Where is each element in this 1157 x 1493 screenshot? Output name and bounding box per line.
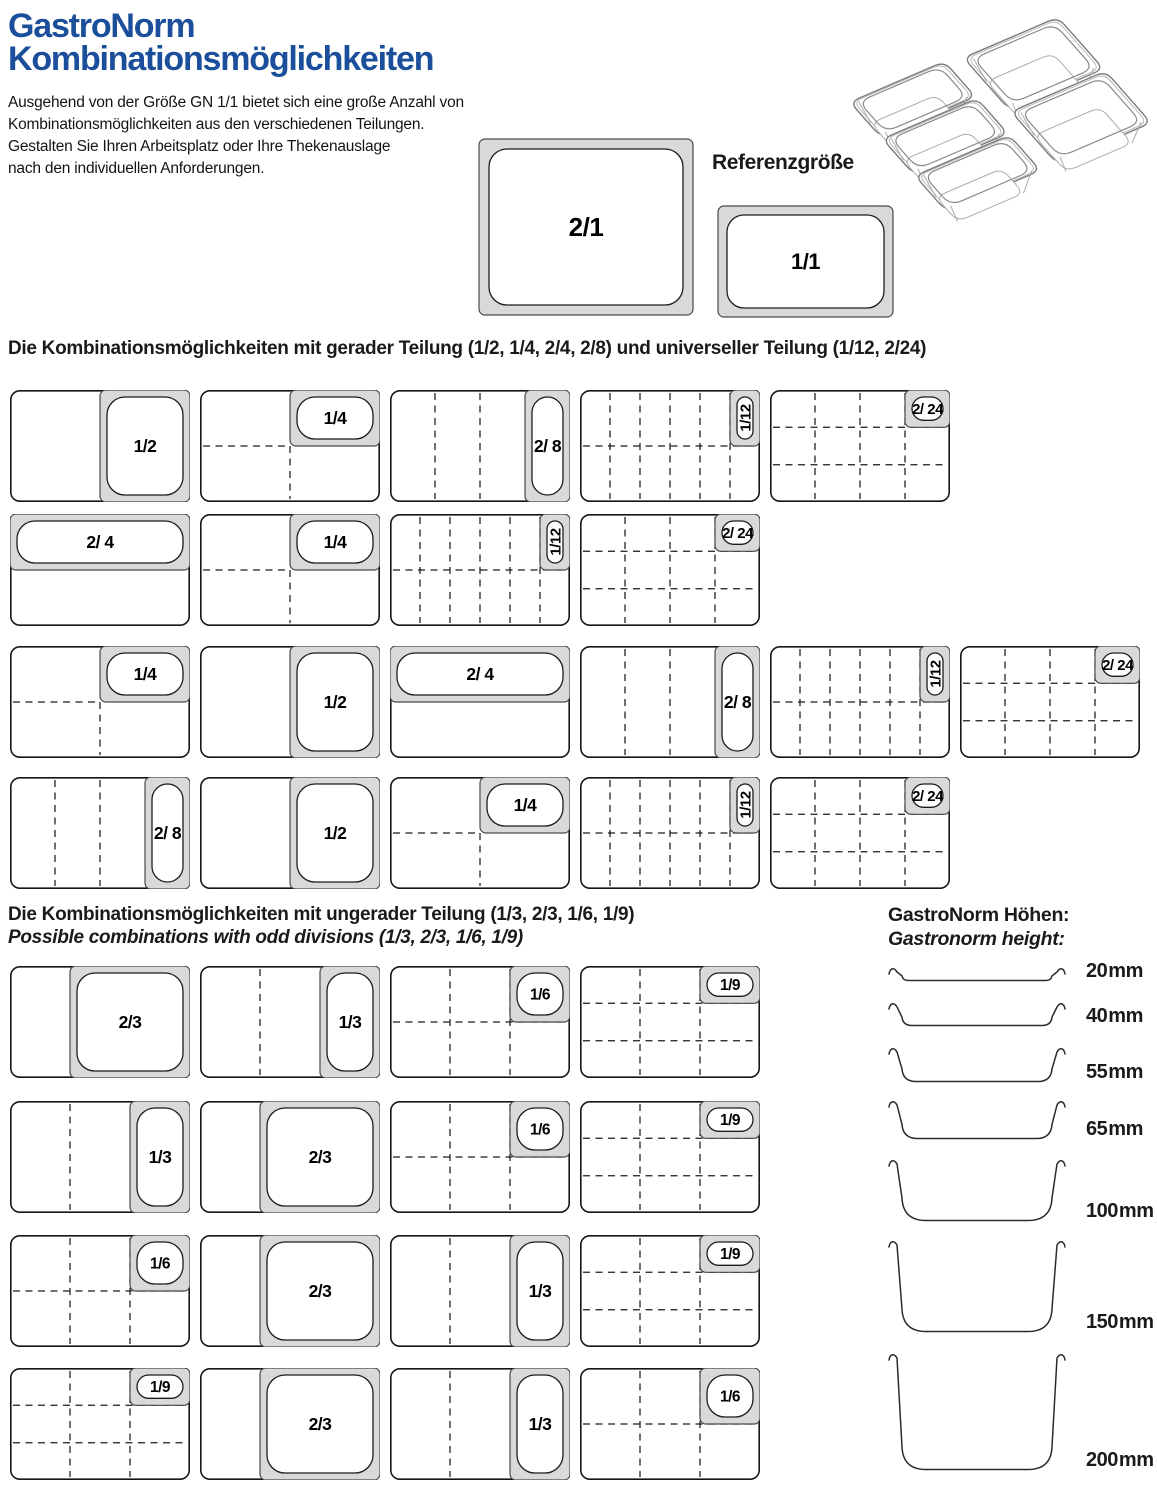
- svg-text:1/3: 1/3: [148, 1147, 172, 1168]
- height-label: 65 mm: [1086, 1118, 1143, 1140]
- combination-panel-1-9: [580, 1235, 760, 1347]
- svg-text:1/3: 1/3: [528, 1281, 552, 1302]
- intro-line: Gestalten Sie Ihren Arbeitsplatz oder Ihre Thekenauslage: [8, 138, 391, 155]
- svg-text:1/2: 1/2: [323, 823, 347, 844]
- combination-panel-1-4: [390, 777, 570, 889]
- svg-text:2/ 8: 2/ 8: [723, 692, 752, 713]
- combination-panel-2-3: [200, 1368, 380, 1480]
- combination-panel-2-3: [200, 1101, 380, 1213]
- combination-panel-1-6: [10, 1235, 190, 1347]
- pan-profile-icon: [888, 1158, 1066, 1230]
- combination-panel-2-4: [390, 646, 570, 758]
- intro-text: [8, 92, 464, 180]
- page-title-line2: Kombinationsmöglichkeiten: [8, 40, 434, 78]
- combination-panel-1-6: [580, 1368, 760, 1480]
- pan-profile-icon: [888, 1352, 1066, 1479]
- svg-text:2/ 4: 2/ 4: [466, 664, 494, 685]
- svg-text:2/3: 2/3: [308, 1147, 332, 1168]
- combination-panel-2-8: [580, 646, 760, 758]
- combination-panel-1-3: [390, 1235, 570, 1347]
- pan-profile-icon: [888, 1001, 1066, 1035]
- combination-panel-1-2: [200, 777, 380, 889]
- combination-panel-1-12: [770, 646, 950, 758]
- combination-panel-1-4: [200, 390, 380, 502]
- svg-text:1/6: 1/6: [149, 1255, 171, 1273]
- svg-text:2/ 24: 2/ 24: [912, 400, 943, 418]
- svg-text:2/3: 2/3: [308, 1414, 332, 1435]
- heights-heading-de: GastroNorm Höhen:: [888, 904, 1070, 926]
- svg-text:1/9: 1/9: [719, 977, 741, 995]
- page-title-line1: GastroNorm: [8, 7, 195, 45]
- combination-panel-1-6: [390, 966, 570, 1078]
- svg-text:1/12: 1/12: [737, 404, 755, 432]
- svg-text:1/12: 1/12: [547, 528, 565, 556]
- pan-profile-icon: [888, 1099, 1066, 1148]
- combination-panel-2-8: [10, 777, 190, 889]
- svg-text:2/3: 2/3: [118, 1012, 142, 1033]
- page-title: [8, 7, 434, 78]
- svg-text:2/ 8: 2/ 8: [533, 436, 562, 457]
- combination-panel-2-8: [390, 390, 570, 502]
- height-label: 55 mm: [1086, 1061, 1143, 1083]
- combination-panel-2-24: [960, 646, 1140, 758]
- intro-line: Kombinationsmöglichkeiten aus den verschiedenen Teilungen.: [8, 116, 425, 133]
- svg-text:1/4: 1/4: [323, 408, 347, 429]
- pan-profile-icon: [888, 966, 1066, 990]
- combination-panel-1-12: [580, 390, 760, 502]
- svg-text:1/2: 1/2: [133, 436, 157, 457]
- combination-panel-1-3: [10, 1101, 190, 1213]
- pan-profile-icon: [888, 1239, 1066, 1341]
- svg-text:1/9: 1/9: [719, 1112, 741, 1130]
- height-label: 40 mm: [1086, 1005, 1143, 1027]
- height-label: 20 mm: [1086, 960, 1143, 982]
- combination-panel-1-3: [390, 1368, 570, 1480]
- svg-text:1/6: 1/6: [719, 1388, 741, 1406]
- combination-panel-2-24: [770, 390, 950, 502]
- combination-panel-1-3: [200, 966, 380, 1078]
- svg-text:2/1: 2/1: [568, 212, 604, 243]
- svg-text:2/ 24: 2/ 24: [912, 787, 943, 805]
- svg-text:1/3: 1/3: [338, 1012, 362, 1033]
- combination-panel-1-2: [200, 646, 380, 758]
- combination-panel-2-4: [10, 514, 190, 626]
- combination-panel-1-4: [10, 646, 190, 758]
- svg-text:1/3: 1/3: [528, 1414, 552, 1435]
- svg-text:1/9: 1/9: [719, 1246, 741, 1264]
- intro-line: nach den individuellen Anforderungen.: [8, 160, 265, 177]
- svg-text:1/4: 1/4: [133, 664, 157, 685]
- combination-panel-1-12: [580, 777, 760, 889]
- combination-panel-1-12: [390, 514, 570, 626]
- combination-panel-1-9: [580, 1101, 760, 1213]
- height-label: 150 mm: [1086, 1311, 1154, 1333]
- svg-text:1/2: 1/2: [323, 692, 347, 713]
- svg-text:1/6: 1/6: [529, 1121, 551, 1139]
- svg-text:2/ 8: 2/ 8: [153, 823, 182, 844]
- svg-text:1/1: 1/1: [790, 249, 821, 275]
- svg-text:2/ 24: 2/ 24: [722, 524, 753, 542]
- combination-panel-1-9: [580, 966, 760, 1078]
- svg-text:1/4: 1/4: [323, 532, 347, 553]
- combination-panel-1-4: [200, 514, 380, 626]
- section-odd-heading-en: Possible combinations with odd divisions (1/3, 2/3, 1/6, 1/9): [8, 927, 523, 948]
- svg-text:1/6: 1/6: [529, 986, 551, 1004]
- reference-size-heading: Referenzgröße: [712, 151, 854, 174]
- intro-line: Ausgehend von der Größe GN 1/1 bietet sich eine große Anzahl von: [8, 94, 464, 111]
- height-label: 200 mm: [1086, 1449, 1154, 1471]
- combination-panel-1-9: [10, 1368, 190, 1480]
- section-even-heading: Die Kombinationsmöglichkeiten mit gerader Teilung (1/2, 1/4, 2/4, 2/8) und universeller Teilung (1/12, 2/24): [8, 338, 927, 359]
- svg-text:2/ 4: 2/ 4: [86, 532, 114, 553]
- svg-text:2/3: 2/3: [308, 1281, 332, 1302]
- heights-heading-en: Gastronorm height:: [888, 928, 1065, 950]
- height-label: 100 mm: [1086, 1200, 1154, 1222]
- pan-profile-icon: [888, 1046, 1066, 1091]
- svg-text:1/4: 1/4: [513, 795, 537, 816]
- svg-text:1/9: 1/9: [149, 1379, 171, 1397]
- gastronorm-pans-isometric-illustration: [830, 10, 1157, 233]
- reference-pan-2-1: [478, 138, 694, 321]
- section-odd-heading-de: Die Kombinationsmöglichkeiten mit ungerader Teilung (1/3, 2/3, 1/6, 1/9): [8, 904, 635, 925]
- combination-panel-2-3: [10, 966, 190, 1078]
- combination-panel-2-24: [580, 514, 760, 626]
- combination-panel-1-2: [10, 390, 190, 502]
- svg-text:2/ 24: 2/ 24: [1102, 656, 1133, 674]
- svg-text:1/12: 1/12: [737, 791, 755, 819]
- combination-panel-2-3: [200, 1235, 380, 1347]
- combination-panel-2-24: [770, 777, 950, 889]
- combination-panel-1-6: [390, 1101, 570, 1213]
- svg-text:1/12: 1/12: [927, 660, 945, 688]
